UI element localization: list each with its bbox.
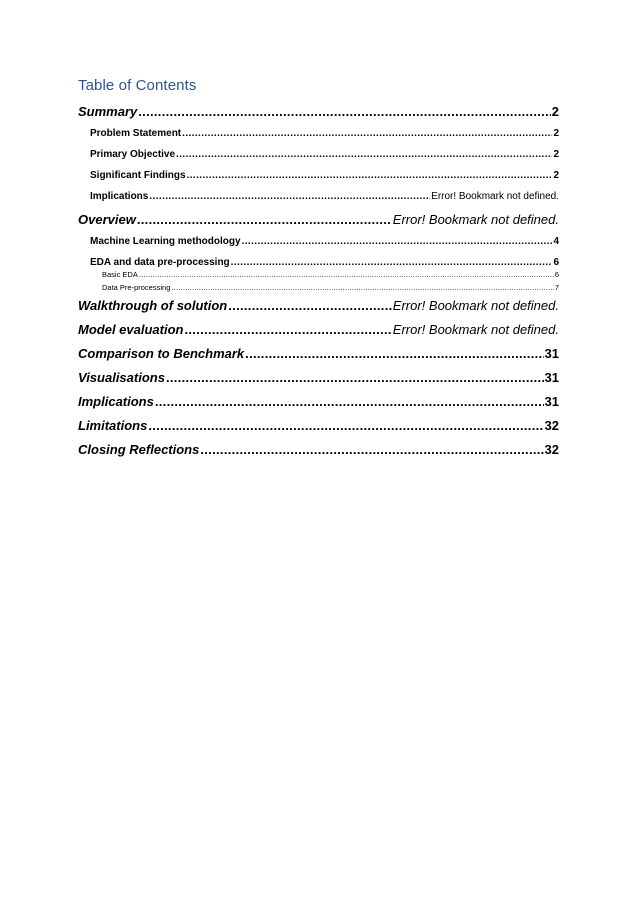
- toc-entry-page: 2: [553, 170, 559, 181]
- toc-entry-page: 32: [544, 418, 559, 433]
- dot-leader: [184, 322, 391, 337]
- toc-entry-label: Significant Findings: [90, 170, 186, 181]
- dot-leader: [166, 370, 544, 385]
- dot-leader: [187, 170, 553, 181]
- toc-entry-limitations[interactable]: [78, 418, 559, 433]
- toc-entry-page: 31: [544, 370, 559, 385]
- toc-entry-label: Visualisations: [78, 370, 165, 385]
- dot-leader: [138, 104, 551, 119]
- dot-leader: [245, 346, 543, 361]
- toc-entry-error: Error! Bookmark not defined.: [392, 322, 559, 337]
- toc-entry-label: Machine Learning methodology: [90, 236, 241, 247]
- toc-entry-error: Error! Bookmark not defined.: [392, 212, 559, 227]
- dot-leader: [139, 270, 554, 279]
- toc-entry-label: Implications: [78, 394, 154, 409]
- toc-entry-walkthrough[interactable]: [78, 298, 559, 313]
- toc-entry-label: Summary: [78, 104, 138, 119]
- toc-entry-label: EDA and data pre-processing: [90, 257, 230, 268]
- toc-title: Table of Contents: [78, 77, 197, 94]
- toc-entry-closing-reflections[interactable]: [78, 442, 559, 457]
- toc-entry-overview[interactable]: [78, 212, 559, 227]
- dot-leader: [176, 149, 552, 160]
- toc-entry-label: Comparison to Benchmark: [78, 346, 245, 361]
- dot-leader: [149, 191, 430, 202]
- toc-entry-visualisations[interactable]: [78, 370, 559, 385]
- dot-leader: [242, 236, 553, 247]
- toc-entry-page: 6: [554, 270, 559, 279]
- toc-entry-label: Problem Statement: [90, 128, 182, 139]
- toc-entry-implications[interactable]: [78, 394, 559, 409]
- toc-entry-comparison-benchmark[interactable]: [78, 346, 559, 361]
- toc-entry-label: Walkthrough of solution: [78, 298, 228, 313]
- toc-entry-label: Limitations: [78, 418, 148, 433]
- toc-entry-label: Basic EDA: [102, 270, 138, 279]
- dot-leader: [231, 257, 553, 268]
- toc-entry-significant-findings[interactable]: [90, 170, 559, 181]
- toc-entry-page: 7: [554, 283, 559, 292]
- toc-entry-error: Error! Bookmark not defined.: [392, 298, 559, 313]
- toc-entry-page: 2: [551, 104, 559, 119]
- toc-entry-label: Implications: [90, 191, 149, 202]
- toc-entry-page: 2: [553, 128, 559, 139]
- toc-entry-page: 4: [553, 236, 559, 247]
- toc-entry-label: Overview: [78, 212, 136, 227]
- toc-entry-model-evaluation[interactable]: [78, 322, 559, 337]
- toc-entry-machine-learning-methodology[interactable]: [90, 236, 559, 247]
- dot-leader: [155, 394, 544, 409]
- toc-entry-page: 6: [553, 257, 559, 268]
- toc-entry-problem-statement[interactable]: [90, 128, 559, 139]
- toc-entry-page: 32: [544, 442, 559, 457]
- toc-entry-implications-sub[interactable]: [90, 191, 559, 202]
- toc-entry-basic-eda[interactable]: [102, 270, 559, 279]
- toc-entry-summary[interactable]: [78, 104, 559, 119]
- toc-entry-eda-preprocessing[interactable]: [90, 257, 559, 268]
- dot-leader: [228, 298, 392, 313]
- toc-entry-label: Primary Objective: [90, 149, 176, 160]
- toc-entry-page: 31: [544, 346, 559, 361]
- dot-leader: [148, 418, 543, 433]
- toc-entry-label: Model evaluation: [78, 322, 184, 337]
- toc-entry-primary-objective[interactable]: [90, 149, 559, 160]
- toc-entry-label: Closing Reflections: [78, 442, 200, 457]
- toc-entry-error: Error! Bookmark not defined.: [431, 191, 559, 202]
- toc-entry-data-preprocessing[interactable]: [102, 283, 559, 292]
- dot-leader: [200, 442, 543, 457]
- toc-entry-page: 2: [553, 149, 559, 160]
- toc-entry-page: 31: [544, 394, 559, 409]
- dot-leader: [137, 212, 392, 227]
- dot-leader: [182, 128, 552, 139]
- toc-entry-label: Data Pre-processing: [102, 283, 171, 292]
- dot-leader: [171, 283, 553, 292]
